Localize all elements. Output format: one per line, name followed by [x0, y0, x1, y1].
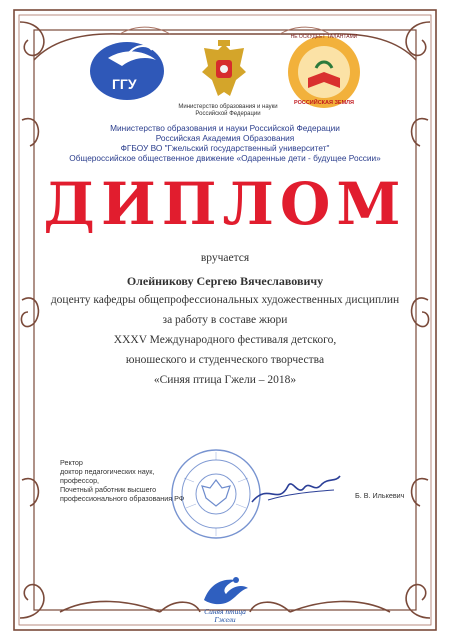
- org-line-1: Министерство образования и науки Российской Федерации: [110, 123, 340, 133]
- blue-bird-icon: [196, 570, 254, 610]
- bird-logo-icon: [88, 40, 166, 102]
- festival-logo-line1: Синяя птица: [204, 607, 246, 616]
- signatory-line-5: профессионального образования РФ: [60, 494, 185, 503]
- badge-bottom-text: РОССИЙСКАЯ ЗЕМЛЯ: [293, 100, 354, 106]
- festival-logo-line2: Гжели: [214, 615, 236, 624]
- organization-list: [60, 123, 390, 163]
- coat-of-arms: [200, 38, 248, 102]
- handwritten-signature: [248, 472, 344, 512]
- ministry-caption-line1: Министерство образования и науки: [178, 104, 278, 110]
- signatory-line-2: доктор педагогических наук,: [60, 467, 155, 476]
- badge-top-text: НЕ ОСКУДЕЕТ ТАЛАНТАМИ: [290, 34, 358, 40]
- double-headed-eagle-icon: [200, 38, 248, 102]
- body-line-2: за работу в составе жюри: [162, 314, 288, 326]
- signatory-line-1: Ректор: [60, 458, 83, 467]
- signer-name: Б. В. Илькевич: [355, 491, 405, 500]
- body-line-5: «Синяя птица Гжели – 2018»: [153, 374, 297, 386]
- signatory-line-3: профессор,: [60, 476, 100, 485]
- book-badge-icon: [286, 34, 362, 110]
- org-line-4: Общероссийское общественное движение «Одаренные дети - будущее России»: [69, 153, 381, 163]
- org-line-3: ФГБОУ ВО "Гжельский государственный университет": [120, 143, 330, 153]
- festival-logo-text: [196, 608, 254, 624]
- org-line-2: Российская Академия Образования: [155, 133, 295, 143]
- recipient-name: Олейникову Сергею Вячеславовичу: [126, 274, 324, 288]
- talent-badge: [286, 34, 362, 110]
- signatory-line-4: Почетный работник высшего: [60, 485, 157, 494]
- body-line-3: XXXV Международного фестиваля детского,: [113, 334, 337, 346]
- ministry-caption-line2: Российской Федерации: [195, 111, 261, 117]
- diploma-title: ДИПЛОМ: [43, 170, 407, 238]
- awarded-label: вручается: [200, 252, 250, 264]
- festival-logo: [196, 570, 254, 628]
- ministry-caption: [168, 104, 288, 118]
- gtu-logo-text: ГГУ: [112, 76, 137, 92]
- gtu-logo: [88, 40, 166, 102]
- body-line-4: юношеского и студенческого творчества: [125, 354, 325, 366]
- body-line-1: доценту кафедры общепрофессиональных художественных дисциплин: [50, 294, 400, 306]
